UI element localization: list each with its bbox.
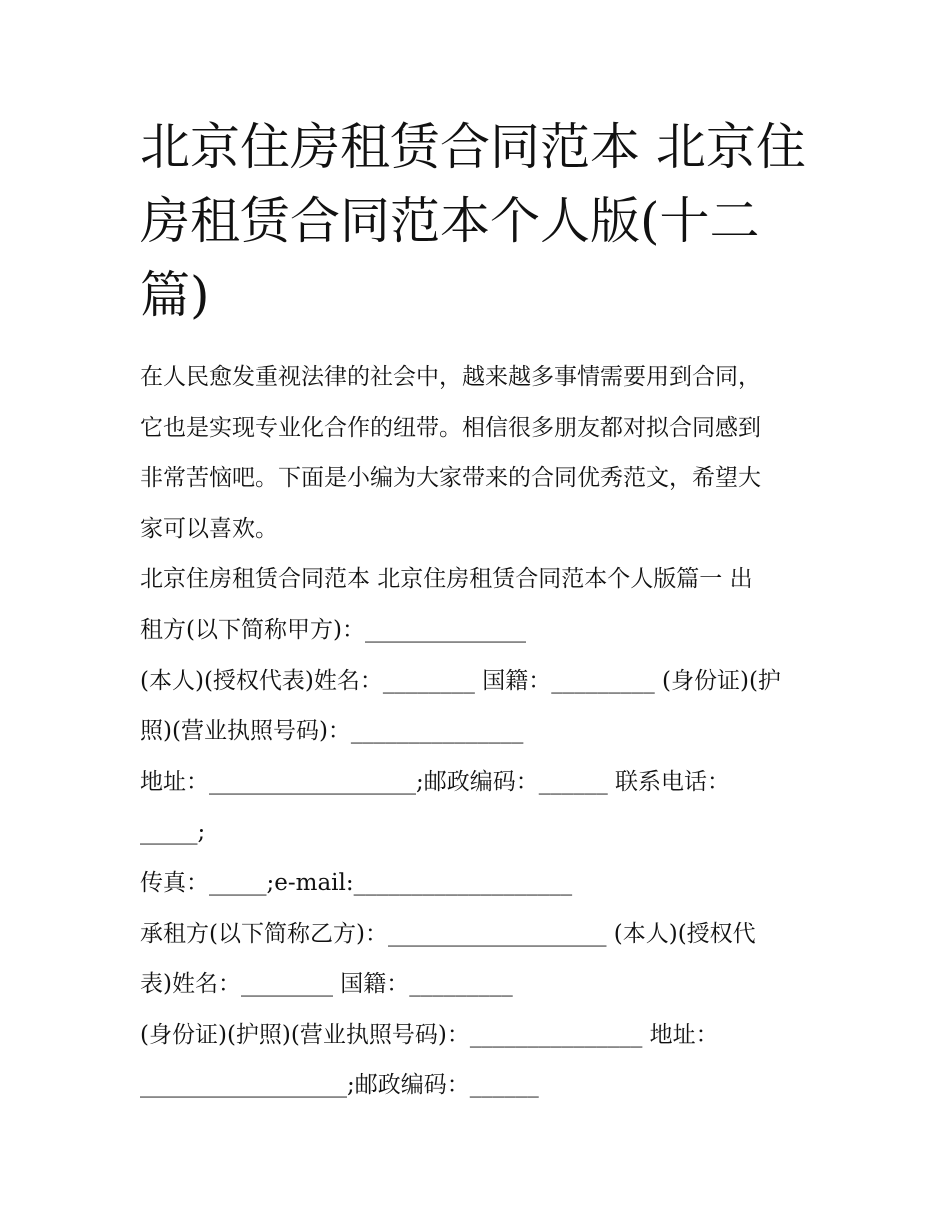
- document-body: [140, 352, 820, 1111]
- lessor-name-line: (本人)(授权代表)姓名：________ 国籍：_________ (身份证)(护: [140, 667, 781, 694]
- title-line: 篇): [140, 266, 210, 324]
- title-line: 房租赁合同范本个人版(十二: [140, 192, 760, 250]
- intro-line: 非常苦恼吧。下面是小编为大家带来的合同优秀范文，希望大: [140, 465, 761, 492]
- intro-line: 它也是实现专业化合作的纽带。相信很多朋友都对拟合同感到: [140, 414, 761, 441]
- lessor-fax-line: 传真：_____;e-mail:___________________: [140, 869, 573, 896]
- lessee-id-line: (身份证)(护照)(营业执照号码)：_______________ 地址：: [140, 1021, 719, 1048]
- intro-line: 家可以喜欢。: [140, 515, 278, 542]
- lessee-line: 承租方(以下简称乙方)：___________________ (本人)(授权代: [140, 920, 756, 947]
- intro-line: 在人民愈发重视法律的社会中，越来越多事情需要用到合同，: [140, 364, 761, 390]
- lessor-phone-line: _____;: [140, 819, 206, 846]
- title-line: 北京住房租赁合同范本 北京住: [140, 118, 806, 176]
- lessee-address-line: __________________;邮政编码：______: [140, 1072, 539, 1099]
- lessor-id-line: 照)(营业执照号码)：_______________: [140, 718, 524, 745]
- section-heading-line: 北京住房租赁合同范本 北京住房租赁合同范本个人版篇一 出: [140, 566, 753, 593]
- lessor-address-line: 地址：__________________;邮政编码：______ 联系电话：: [140, 768, 731, 795]
- lessor-line: 租方(以下简称甲方)：______________: [140, 616, 526, 643]
- lessee-name-line: 表)姓名：________ 国籍：_________: [140, 971, 513, 998]
- document-title: [140, 110, 820, 332]
